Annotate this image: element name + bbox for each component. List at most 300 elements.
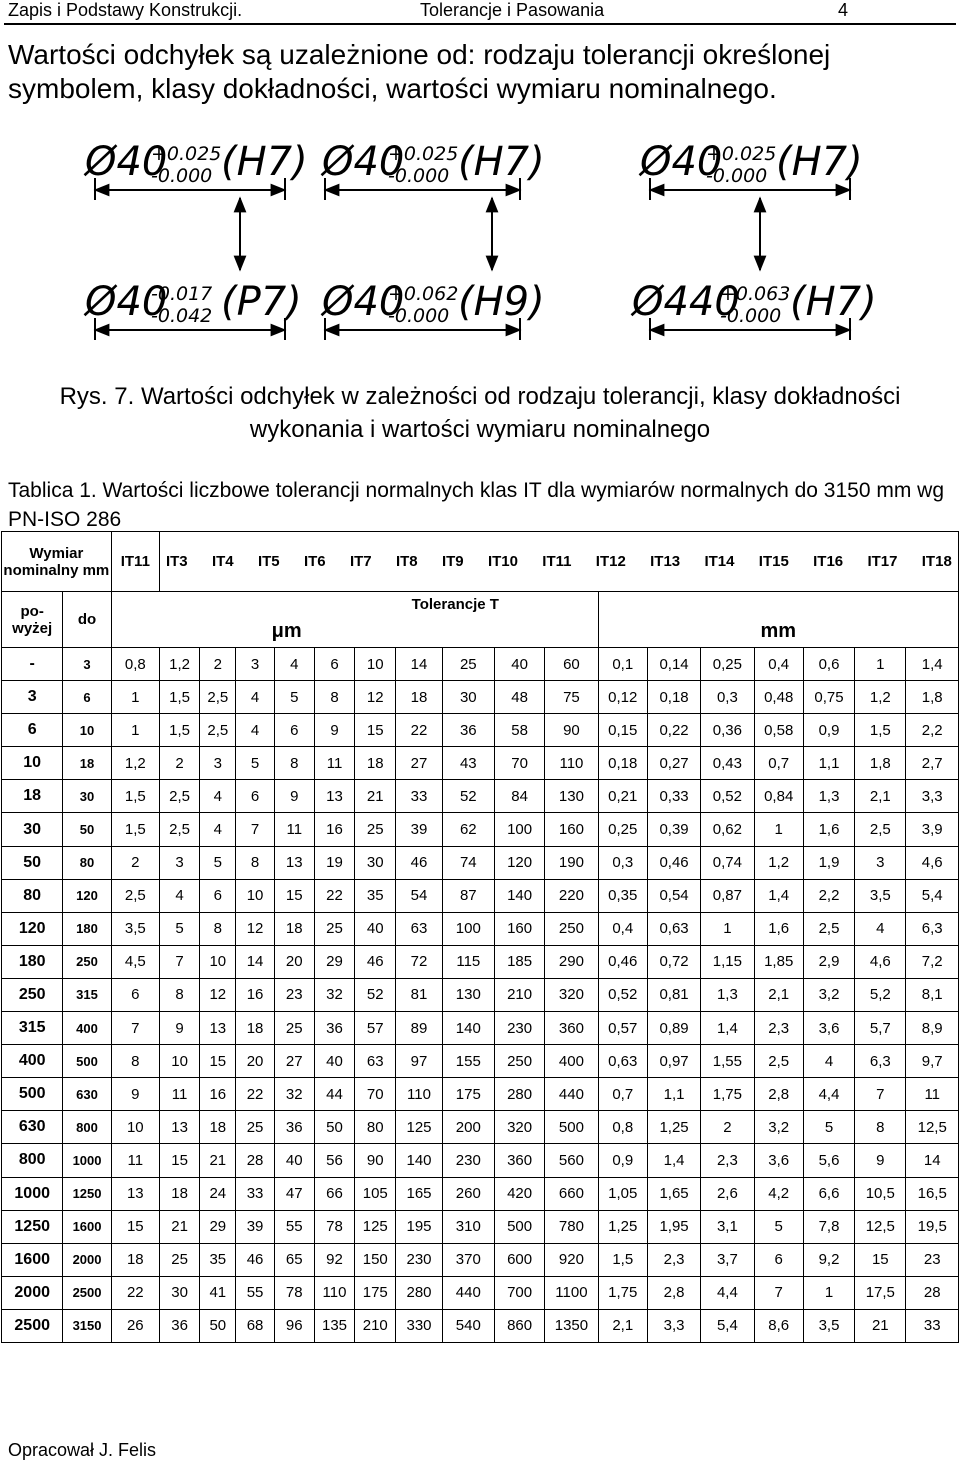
table-row — [2, 1045, 959, 1078]
cell-value: 55 — [274, 1210, 314, 1243]
cell-do: 630 — [63, 1078, 111, 1111]
cell-value: 2,1 — [855, 780, 906, 813]
cell-value: 3,2 — [803, 978, 854, 1011]
svg-text:Ø40: Ø40 — [85, 140, 168, 185]
svg-text:Ø40: Ø40 — [322, 279, 405, 325]
cell-powyzej: 630 — [2, 1111, 63, 1144]
cell-value: 96 — [274, 1309, 314, 1342]
cell-value: 2 — [111, 846, 159, 879]
cell-value: 1,8 — [855, 747, 906, 780]
cell-value: 70 — [355, 1078, 396, 1111]
cell-value: 12 — [355, 681, 396, 714]
cell-value: 370 — [442, 1243, 494, 1276]
cell-value: 1,5 — [111, 813, 159, 846]
cell-value: 9,7 — [906, 1045, 959, 1078]
cell-value: 130 — [442, 978, 494, 1011]
cell-value: 25 — [236, 1111, 274, 1144]
cell-value: 230 — [396, 1243, 442, 1276]
cell-value: 100 — [494, 813, 544, 846]
cell-value: 1,15 — [701, 945, 754, 978]
cell-value: 14 — [906, 1144, 959, 1177]
class-header-it9: IT9 — [441, 553, 464, 570]
cell-do: 3150 — [63, 1309, 111, 1342]
cell-value: 33 — [396, 780, 442, 813]
cell-value: 11 — [111, 1144, 159, 1177]
cell-value: 80 — [355, 1111, 396, 1144]
dimension-label — [320, 279, 545, 327]
cell-value: 400 — [545, 1045, 598, 1078]
class-header-it3: IT3 — [165, 553, 188, 570]
cell-value: 140 — [494, 879, 544, 912]
cell-value: 160 — [494, 912, 544, 945]
cell-powyzej: 1600 — [2, 1243, 63, 1276]
cell-value: 43 — [442, 747, 494, 780]
cell-value: 0,62 — [701, 813, 754, 846]
cell-value: 9 — [159, 1012, 199, 1045]
cell-value: 5 — [159, 912, 199, 945]
cell-value: 4 — [803, 1045, 854, 1078]
header-um — [111, 592, 598, 648]
cell-value: 29 — [200, 1210, 236, 1243]
class-header-it10: IT10 — [487, 553, 518, 570]
cell-do: 1000 — [63, 1144, 111, 1177]
cell-value: 2,5 — [111, 879, 159, 912]
cell-do: 1600 — [63, 1210, 111, 1243]
cell-value: 36 — [274, 1111, 314, 1144]
cell-value: 8 — [855, 1111, 906, 1144]
cell-value: 1,25 — [598, 1210, 647, 1243]
cell-value: 3,3 — [906, 780, 959, 813]
cell-value: 57 — [355, 1012, 396, 1045]
cell-value: 0,57 — [598, 1012, 647, 1045]
cell-value: 7,2 — [906, 945, 959, 978]
cell-value: 40 — [494, 648, 544, 681]
cell-value: 920 — [545, 1243, 598, 1276]
cell-value: 23 — [274, 978, 314, 1011]
cell-value: 7,8 — [803, 1210, 854, 1243]
cell-value: 2,5 — [200, 714, 236, 747]
cell-do: 500 — [63, 1045, 111, 1078]
cell-value: 110 — [396, 1078, 442, 1111]
cell-value: 0,8 — [111, 648, 159, 681]
cell-value: 30 — [355, 846, 396, 879]
cell-value: 0,43 — [701, 747, 754, 780]
cell-value: 1,6 — [803, 813, 854, 846]
table-row — [2, 1078, 959, 1111]
cell-value: 250 — [545, 912, 598, 945]
cell-powyzej: 2000 — [2, 1276, 63, 1309]
cell-value: 0,18 — [598, 747, 647, 780]
cell-powyzej: 10 — [2, 747, 63, 780]
cell-value: 32 — [274, 1078, 314, 1111]
tolerancje-label: Tolerancje T — [411, 596, 499, 613]
cell-powyzej: 30 — [2, 813, 63, 846]
cell-value: 330 — [396, 1309, 442, 1342]
table-row — [2, 1309, 959, 1342]
svg-text:Ø40: Ø40 — [85, 279, 168, 325]
cell-value: 13 — [111, 1177, 159, 1210]
cell-value: 3,3 — [647, 1309, 700, 1342]
cell-value: 63 — [355, 1045, 396, 1078]
cell-value: 0,1 — [598, 648, 647, 681]
svg-text:+0.025: +0.025 — [151, 143, 222, 165]
cell-value: 81 — [396, 978, 442, 1011]
cell-value: 1,1 — [803, 747, 854, 780]
cell-value: 2,3 — [754, 1012, 803, 1045]
cell-value: 0,9 — [598, 1144, 647, 1177]
cell-value: 0,3 — [701, 681, 754, 714]
cell-do: 50 — [63, 813, 111, 846]
cell-value: 0,39 — [647, 813, 700, 846]
cell-value: 50 — [200, 1309, 236, 1342]
cell-value: 89 — [396, 1012, 442, 1045]
cell-value: 22 — [396, 714, 442, 747]
cell-value: 72 — [396, 945, 442, 978]
cell-value: 0,72 — [647, 945, 700, 978]
cell-value: 11 — [274, 813, 314, 846]
cell-value: 40 — [355, 912, 396, 945]
cell-value: 0,75 — [803, 681, 854, 714]
class-header-it8: IT8 — [395, 553, 418, 570]
cell-value: 15 — [111, 1210, 159, 1243]
cell-value: 0,14 — [647, 648, 700, 681]
svg-text:-0.017: -0.017 — [151, 283, 213, 305]
cell-value: 7 — [855, 1078, 906, 1111]
cell-value: 3,7 — [701, 1243, 754, 1276]
cell-value: 3,6 — [803, 1012, 854, 1045]
cell-value: 5,4 — [701, 1309, 754, 1342]
cell-value: 18 — [236, 1012, 274, 1045]
cell-value: 0,18 — [647, 681, 700, 714]
cell-value: 21 — [200, 1144, 236, 1177]
cell-value: 14 — [396, 648, 442, 681]
cell-value: 7 — [111, 1012, 159, 1045]
cell-value: 10 — [355, 648, 396, 681]
cell-value: 420 — [494, 1177, 544, 1210]
cell-value: 125 — [355, 1210, 396, 1243]
cell-value: 46 — [355, 945, 396, 978]
cell-value: 48 — [494, 681, 544, 714]
cell-value: 115 — [442, 945, 494, 978]
cell-value: 3,9 — [906, 813, 959, 846]
cell-value: 320 — [494, 1111, 544, 1144]
svg-text:(H7): (H7) — [458, 140, 545, 185]
class-header-it12: IT12 — [595, 553, 626, 570]
cell-value: 12,5 — [855, 1210, 906, 1243]
cell-value: 1,4 — [754, 879, 803, 912]
cell-value: 360 — [545, 1012, 598, 1045]
cell-value: 66 — [314, 1177, 354, 1210]
cell-powyzej: 120 — [2, 912, 63, 945]
cell-value: 19,5 — [906, 1210, 959, 1243]
cell-value: 10 — [200, 945, 236, 978]
cell-do: 120 — [63, 879, 111, 912]
cell-value: 10 — [236, 879, 274, 912]
header-rule — [4, 23, 956, 25]
class-header-it13: IT13 — [650, 553, 681, 570]
cell-value: 63 — [396, 912, 442, 945]
cell-value: 4 — [274, 648, 314, 681]
cell-value: 2,8 — [754, 1078, 803, 1111]
cell-value: 92 — [314, 1243, 354, 1276]
cell-value: 160 — [545, 813, 598, 846]
svg-text:Ø40: Ø40 — [322, 140, 405, 185]
dimension-label — [638, 140, 863, 187]
cell-powyzej: 400 — [2, 1045, 63, 1078]
cell-value: 700 — [494, 1276, 544, 1309]
cell-value: 18 — [159, 1177, 199, 1210]
cell-value: 36 — [314, 1012, 354, 1045]
cell-value: 1350 — [545, 1309, 598, 1342]
cell-value: 78 — [314, 1210, 354, 1243]
cell-value: 15 — [274, 879, 314, 912]
svg-text:+0.025: +0.025 — [388, 143, 459, 165]
dimension-label — [83, 279, 302, 327]
cell-value: 1,95 — [647, 1210, 700, 1243]
cell-do: 6 — [63, 681, 111, 714]
cell-value: 16 — [314, 813, 354, 846]
cell-value: 1 — [754, 813, 803, 846]
cell-value: 65 — [274, 1243, 314, 1276]
table-row — [2, 1012, 959, 1045]
cell-value: 13 — [200, 1012, 236, 1045]
cell-value: 29 — [314, 945, 354, 978]
cell-value: 2,2 — [803, 879, 854, 912]
svg-text:Ø40: Ø40 — [640, 140, 723, 185]
header-do: do — [63, 592, 111, 648]
svg-text:+0.062: +0.062 — [388, 283, 459, 305]
cell-value: 250 — [494, 1045, 544, 1078]
cell-value: 1,4 — [647, 1144, 700, 1177]
tolerance-figure — [0, 140, 960, 350]
cell-value: 4,6 — [906, 846, 959, 879]
svg-text:(H7): (H7) — [790, 279, 877, 325]
class-header-it5: IT5 — [257, 553, 280, 570]
cell-value: 18 — [111, 1243, 159, 1276]
cell-value: 52 — [442, 780, 494, 813]
cell-value: 8 — [159, 978, 199, 1011]
class-header-it7: IT7 — [349, 553, 372, 570]
cell-value: 140 — [396, 1144, 442, 1177]
cell-value: 13 — [159, 1111, 199, 1144]
cell-value: 27 — [274, 1045, 314, 1078]
cell-value: 125 — [396, 1111, 442, 1144]
svg-text:Ø440: Ø440 — [632, 279, 740, 325]
cell-value: 175 — [442, 1078, 494, 1111]
cell-value: 4 — [200, 780, 236, 813]
cell-value: 4,4 — [803, 1078, 854, 1111]
cell-value: 0,22 — [647, 714, 700, 747]
cell-value: 2,5 — [159, 813, 199, 846]
cell-value: 210 — [494, 978, 544, 1011]
cell-value: 1,4 — [701, 1012, 754, 1045]
cell-value: 17,5 — [855, 1276, 906, 1309]
cell-value: 9 — [274, 780, 314, 813]
unit-mm: mm — [760, 620, 797, 642]
cell-value: 41 — [200, 1276, 236, 1309]
cell-powyzej: 18 — [2, 780, 63, 813]
cell-value: 21 — [159, 1210, 199, 1243]
cell-value: 4 — [236, 714, 274, 747]
cell-value: 0,27 — [647, 747, 700, 780]
cell-value: 87 — [442, 879, 494, 912]
cell-value: 25 — [159, 1243, 199, 1276]
cell-value: 1,5 — [598, 1243, 647, 1276]
cell-value: 1,75 — [598, 1276, 647, 1309]
cell-powyzej: 250 — [2, 978, 63, 1011]
svg-text:-0.000: -0.000 — [388, 165, 450, 187]
cell-value: 22 — [314, 879, 354, 912]
cell-value: 9 — [111, 1078, 159, 1111]
cell-value: 0,54 — [647, 879, 700, 912]
cell-value: 0,87 — [701, 879, 754, 912]
cell-value: 5 — [754, 1210, 803, 1243]
page-number: 4 — [838, 0, 849, 20]
header-center: Tolerancje i Pasowania — [420, 0, 605, 20]
cell-value: 2,7 — [906, 747, 959, 780]
cell-value: 8 — [274, 747, 314, 780]
cell-value: 0,3 — [598, 846, 647, 879]
svg-text:(P7): (P7) — [221, 279, 302, 325]
cell-value: 4 — [855, 912, 906, 945]
cell-value: 8,9 — [906, 1012, 959, 1045]
cell-do: 800 — [63, 1111, 111, 1144]
svg-text:+0.063: +0.063 — [720, 283, 791, 305]
cell-value: 1,8 — [906, 681, 959, 714]
cell-value: 0,9 — [803, 714, 854, 747]
cell-value: 3 — [200, 747, 236, 780]
cell-do: 1250 — [63, 1177, 111, 1210]
cell-do: 3 — [63, 648, 111, 681]
cell-value: 3,5 — [855, 879, 906, 912]
cell-value: 0,74 — [701, 846, 754, 879]
cell-value: 25 — [274, 1012, 314, 1045]
cell-value: 8,1 — [906, 978, 959, 1011]
cell-value: 97 — [396, 1045, 442, 1078]
cell-value: 35 — [200, 1243, 236, 1276]
cell-value: 16 — [200, 1078, 236, 1111]
cell-value: 6,3 — [906, 912, 959, 945]
cell-value: 3 — [159, 846, 199, 879]
cell-value: 18 — [274, 912, 314, 945]
table-row — [2, 648, 959, 681]
cell-value: 2 — [159, 747, 199, 780]
cell-value: 10,5 — [855, 1177, 906, 1210]
cell-value: 90 — [545, 714, 598, 747]
class-header-it6: IT6 — [303, 553, 326, 570]
dimension-label — [320, 140, 545, 187]
cell-value: 440 — [545, 1078, 598, 1111]
cell-powyzej: 3 — [2, 681, 63, 714]
cell-value: 780 — [545, 1210, 598, 1243]
svg-text:-0.000: -0.000 — [388, 305, 450, 327]
cell-value: 185 — [494, 945, 544, 978]
cell-value: 1 — [701, 912, 754, 945]
cell-value: 0,48 — [754, 681, 803, 714]
cell-value: 27 — [396, 747, 442, 780]
cell-value: 13 — [314, 780, 354, 813]
cell-value: 210 — [355, 1309, 396, 1342]
cell-value: 35 — [355, 879, 396, 912]
cell-value: 1 — [855, 648, 906, 681]
table-row — [2, 747, 959, 780]
cell-value: 310 — [442, 1210, 494, 1243]
svg-text:+0.025: +0.025 — [706, 143, 777, 165]
svg-text:-0.000: -0.000 — [151, 165, 213, 187]
cell-value: 4 — [159, 879, 199, 912]
cell-value: 11 — [314, 747, 354, 780]
cell-value: 8 — [200, 912, 236, 945]
cell-value: 21 — [355, 780, 396, 813]
cell-value: 2,3 — [647, 1243, 700, 1276]
cell-value: 40 — [274, 1144, 314, 1177]
cell-value: 11 — [159, 1078, 199, 1111]
cell-value: 0,63 — [598, 1045, 647, 1078]
cell-value: 190 — [545, 846, 598, 879]
cell-value: 1,6 — [754, 912, 803, 945]
cell-value: 10 — [159, 1045, 199, 1078]
table-row — [2, 945, 959, 978]
cell-value: 33 — [236, 1177, 274, 1210]
cell-value: 1,3 — [803, 780, 854, 813]
footer: Opracował J. Felis — [8, 1440, 157, 1460]
cell-value: 60 — [545, 648, 598, 681]
cell-value: 2,3 — [701, 1144, 754, 1177]
dimension-label — [630, 279, 877, 327]
cell-value: 6 — [274, 714, 314, 747]
cell-value: 140 — [442, 1012, 494, 1045]
class-header-it18: IT18 — [921, 553, 952, 570]
cell-value: 7 — [236, 813, 274, 846]
cell-do: 2000 — [63, 1243, 111, 1276]
cell-value: 0,6 — [803, 648, 854, 681]
cell-value: 5 — [200, 846, 236, 879]
table-row — [2, 1210, 959, 1243]
cell-value: 1,5 — [111, 780, 159, 813]
cell-value: 2,5 — [754, 1045, 803, 1078]
cell-value: 18 — [396, 681, 442, 714]
cell-value: 0,21 — [598, 780, 647, 813]
cell-value: 22 — [111, 1276, 159, 1309]
cell-value: 36 — [159, 1309, 199, 1342]
cell-value: 6,3 — [855, 1045, 906, 1078]
svg-text:-0.000: -0.000 — [706, 165, 768, 187]
cell-value: 25 — [314, 912, 354, 945]
cell-value: 23 — [906, 1243, 959, 1276]
cell-value: 1,05 — [598, 1177, 647, 1210]
cell-powyzej: 50 — [2, 846, 63, 879]
cell-value: 5,2 — [855, 978, 906, 1011]
cell-value: 0,84 — [754, 780, 803, 813]
cell-powyzej: 315 — [2, 1012, 63, 1045]
cell-value: 155 — [442, 1045, 494, 1078]
cell-value: 1,5 — [159, 714, 199, 747]
cell-value: 6 — [314, 648, 354, 681]
cell-powyzej: 1250 — [2, 1210, 63, 1243]
cell-do: 400 — [63, 1012, 111, 1045]
cell-value: 130 — [545, 780, 598, 813]
cell-value: 50 — [314, 1111, 354, 1144]
cell-value: 13 — [274, 846, 314, 879]
cell-value: 100 — [442, 912, 494, 945]
unit-um: μm — [271, 620, 302, 642]
cell-value: 15 — [355, 714, 396, 747]
cell-value: 56 — [314, 1144, 354, 1177]
cell-value: 1,3 — [701, 978, 754, 1011]
cell-value: 25 — [442, 648, 494, 681]
cell-value: 500 — [494, 1210, 544, 1243]
table-row — [2, 978, 959, 1011]
